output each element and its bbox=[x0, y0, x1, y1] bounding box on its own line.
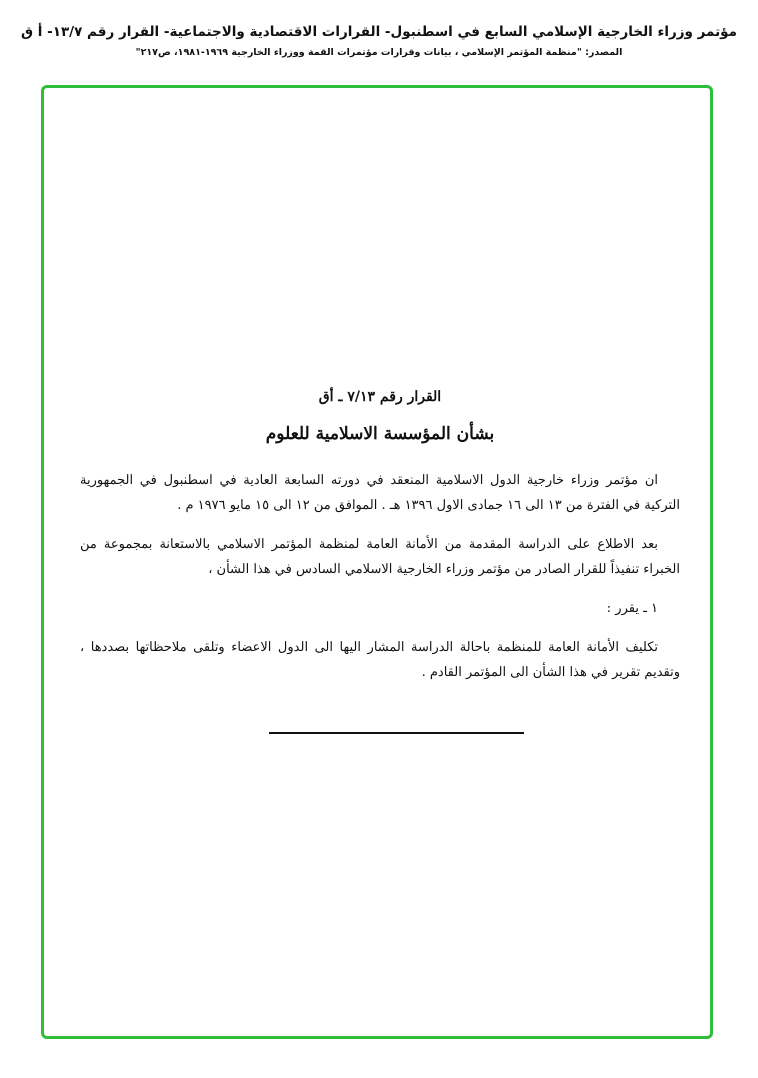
decides-clause: ١ ـ يقرر : bbox=[606, 601, 658, 616]
header-source-citation: المصدر: "منظمة المؤتمر الإسلامي ، بيانات وقرارات مؤتمرات القمة ووزراء الخارجية ١٩٦٩-١٩٨١، ص٢١٧" bbox=[135, 47, 623, 58]
end-divider-line bbox=[269, 732, 524, 734]
preamble-paragraph-2: بعد الاطلاع على الدراسة المقدمة من الأمانة العامة لمنظمة المؤتمر الاسلامي بالاستعانة بمجموعة من الخبراء تنفيذاً للقرار الصادر من مؤتمر وزراء الخارجية الاسلامي السادس في هذا الشأن ، bbox=[80, 537, 680, 577]
resolution-subject: بشأن المؤسسة الاسلامية للعلوم bbox=[265, 424, 495, 444]
header-title: مؤتمر وزراء الخارجية الإسلامي السابع في اسطنبول- القرارات الاقتصادية والاجتماعية- القرار رقم ١٣/٧- أ ق bbox=[21, 24, 737, 40]
preamble-paragraph-1: ان مؤتمر وزراء خارجية الدول الاسلامية المنعقد في دورته السابعة العادية في اسطنبول في الجمهورية التركية في الفترة من ١٣ الى ١٦ جمادى الاول ١٣٩٦ هـ . الموافق من ١٢ الى ١٥ مايو ١٩٧٦ م . bbox=[80, 473, 680, 513]
operative-paragraph-1: تكليف الأمانة العامة للمنظمة باحالة الدراسة المشار اليها الى الدول الاعضاء وتلقى ملاحظاتها بصددها ، وتقديم تقرير في هذا الشأن الى المؤتمر القادم . bbox=[80, 640, 680, 680]
resolution-number: القرار رقم ٧/١٣ ـ أق bbox=[318, 389, 442, 405]
resolution-body bbox=[80, 385, 680, 685]
document-header bbox=[20, 22, 738, 61]
